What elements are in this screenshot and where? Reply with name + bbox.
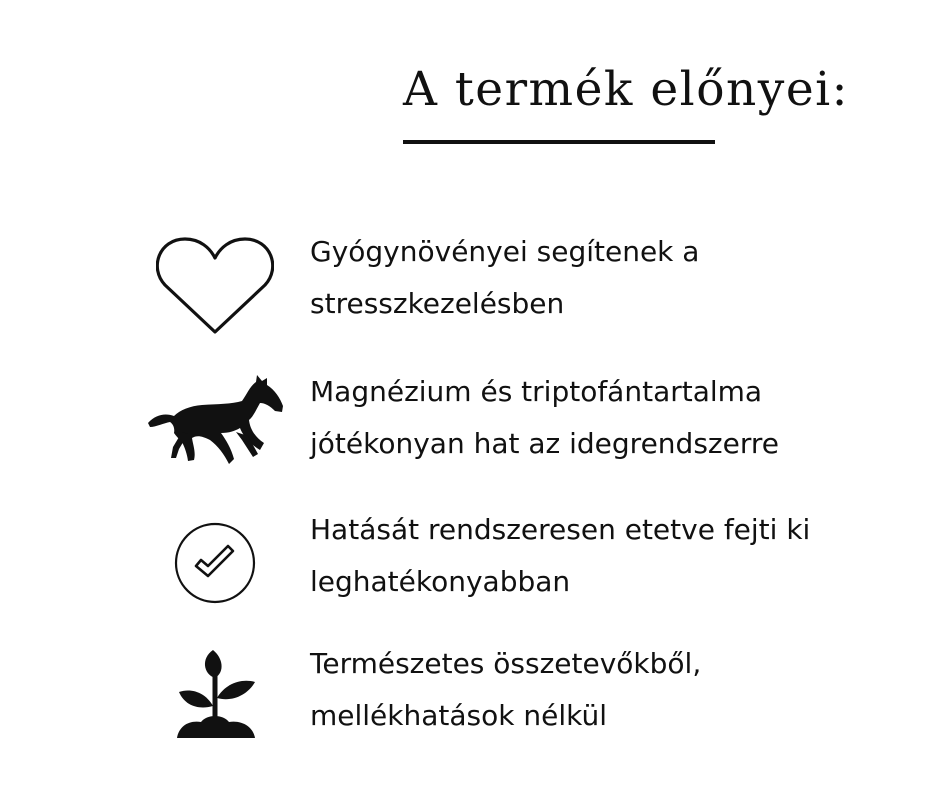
benefit-line: Hatását rendszeresen etetve fejti ki	[310, 513, 811, 546]
benefit-text	[310, 638, 910, 742]
benefit-line: mellékhatások nélkül	[310, 699, 608, 732]
benefit-line: Magnézium és triptofántartalma	[310, 375, 763, 408]
heart-icon	[156, 236, 274, 336]
benefit-item-stress	[0, 226, 940, 346]
benefit-text	[310, 504, 910, 608]
check-circle-icon	[172, 520, 258, 606]
benefit-item-regular-feeding	[0, 504, 940, 624]
benefit-text	[310, 226, 910, 330]
benefit-line: jótékonyan hat az idegrendszerre	[310, 427, 779, 460]
benefit-text	[310, 366, 910, 470]
benefit-line: leghatékonyabban	[310, 565, 571, 598]
benefit-line: stresszkezelésben	[310, 287, 565, 320]
benefit-item-nervous-system	[0, 366, 940, 486]
horse-icon	[146, 372, 286, 468]
title-underline	[403, 140, 715, 144]
page-title: A termék előnyei:	[403, 62, 849, 117]
benefit-item-natural-ingredients	[0, 638, 940, 758]
benefit-line: Természetes összetevőkből,	[310, 647, 702, 680]
benefit-line: Gyógynövényei segítenek a	[310, 235, 700, 268]
sprout-icon	[175, 648, 257, 738]
